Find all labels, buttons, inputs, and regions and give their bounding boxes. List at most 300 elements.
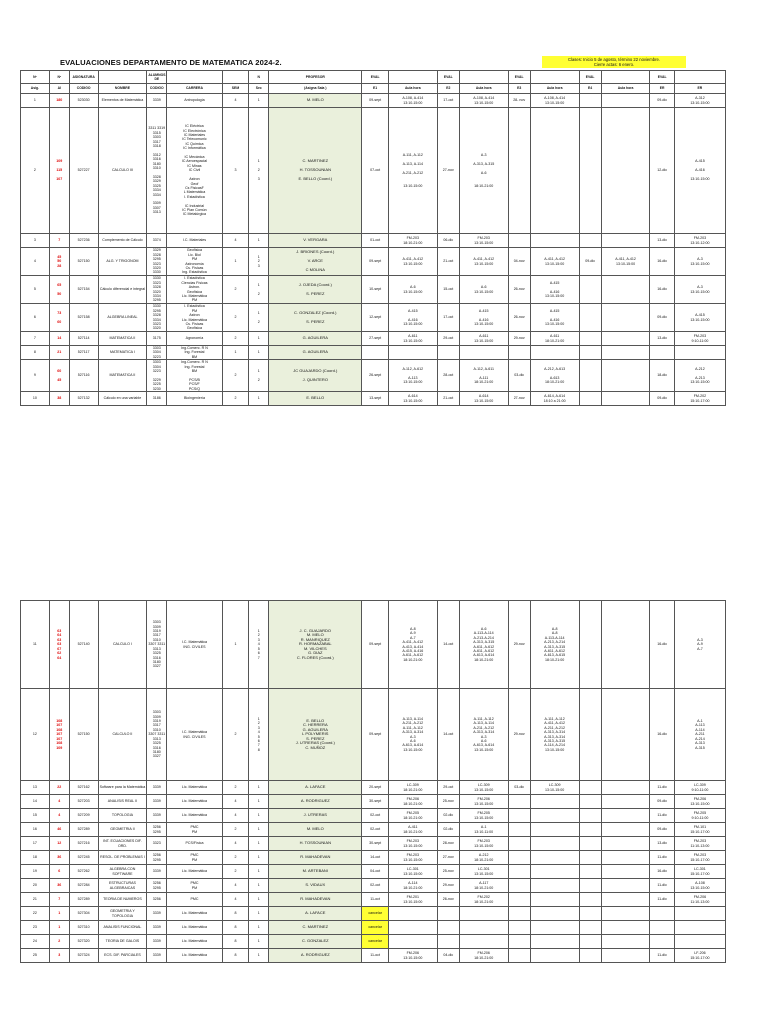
course-code: 527289: [69, 823, 98, 837]
eval4-date: [579, 234, 601, 248]
course-number: 24: [21, 935, 50, 949]
eval3-date: 29-nov: [508, 601, 530, 689]
course-code: 527162: [69, 781, 98, 795]
recovery-date: 09-dic: [650, 94, 674, 108]
eval4-date: [579, 837, 601, 851]
header-cell: E1: [362, 84, 389, 94]
section: 1 2 3: [249, 248, 269, 276]
professor: R. MAHADEVAN: [269, 851, 362, 865]
semester: 4: [222, 837, 249, 851]
semester: 4: [222, 893, 249, 907]
section: 1 2: [249, 360, 269, 392]
eval2-date: 17-oct: [437, 94, 459, 108]
header-cell: [167, 71, 222, 84]
eval1-room: A-411, A-412 13:10-15:00: [388, 248, 437, 276]
recovery-room: LC-301 15:10-17:00: [674, 865, 725, 879]
eval4-date: [579, 795, 601, 809]
student-count: 21: [49, 346, 69, 360]
course-code: 527324: [69, 949, 98, 963]
recovery-room: FM-203 9:10-11:00: [674, 332, 725, 346]
eval3-date: 26-nov: [508, 276, 530, 304]
eval3-room: [530, 907, 579, 921]
professor: E. BELLO: [269, 392, 362, 406]
header-cell: ASIGNATURA: [69, 71, 98, 84]
eval1-room: A-614 13:10-15:00: [388, 392, 437, 406]
header-cell: [530, 71, 579, 84]
career-name: Lic. Matemática: [167, 907, 222, 921]
header-cell: [98, 71, 147, 84]
recovery-room: [674, 921, 725, 935]
eval1-date: 27-sept: [362, 332, 389, 346]
table-row: [21, 248, 726, 276]
eval2-date: [437, 346, 459, 360]
student-count: 7: [49, 893, 69, 907]
career-code: 3339: [147, 809, 167, 823]
recovery-date: 12-dic: [650, 108, 674, 234]
student-count: 1: [49, 921, 69, 935]
career-name: Lic. Matemática: [167, 921, 222, 935]
section: 1: [249, 893, 269, 907]
eval4-date: [579, 276, 601, 304]
eval4-date: [579, 360, 601, 392]
career-code: 3186: [147, 392, 167, 406]
eval2-date: 27-nov: [437, 108, 459, 234]
recovery-date: 16-dic: [650, 276, 674, 304]
eval1-room: [388, 907, 437, 921]
header-cell: EVAL: [437, 71, 459, 84]
career-code: 3330 3323 3328 3320 3334 3295: [147, 276, 167, 304]
professor: J. C. GUAJARDO M. MELO R. MANRIQUEZ R. HORMAZABAL M. VILCHES G. DIAZ C. FLORES (Coord.): [269, 601, 362, 689]
eval1-room: A-611 13:10-15:00: [388, 332, 437, 346]
student-count: 109 115 107: [49, 108, 69, 234]
course-number: 16: [21, 823, 50, 837]
career-code: 3329 3328 3295 3323 3320 3330: [147, 248, 167, 276]
eval2-room: A-6 A-113-A-114 A-213-A-214 A-313, A-315 A-611, A-612 A-611, A-612 A-613, A-614 18:10-21:00: [459, 601, 508, 689]
eval3-date: 27-nov: [508, 392, 530, 406]
eval1-date: 07-oct: [362, 108, 389, 234]
eval2-date: 25-nov: [437, 795, 459, 809]
recovery-date: [650, 935, 674, 949]
eval2-date: 25-nov: [437, 865, 459, 879]
eval1-date: 04-oct: [362, 865, 389, 879]
eval4-room: [601, 935, 650, 949]
professor: A. RODRIGUEZ: [269, 949, 362, 963]
eval1-date: [362, 346, 389, 360]
eval3-date: [508, 851, 530, 865]
eval3-date: [508, 879, 530, 893]
course-name: ANALISIS FUNCIONAL: [98, 921, 147, 935]
recovery-date: 11-dic: [650, 949, 674, 963]
professor: R. MAHADEVAN: [269, 893, 362, 907]
recovery-date: 16-dic: [650, 865, 674, 879]
semester: 2: [222, 689, 249, 781]
career-code: 3339: [147, 781, 167, 795]
course-name: Cálculo diferencial e integral: [98, 276, 147, 304]
note-line: Cierre actas: 6 enero.: [593, 62, 635, 67]
course-number: 19: [21, 865, 50, 879]
section: 1 2 3: [249, 108, 269, 234]
header-cell: [459, 71, 508, 84]
eval4-date: [579, 921, 601, 935]
eval1-room: LC-309 18:10-21:00: [388, 781, 437, 795]
evaluations-table-top: [20, 70, 726, 406]
eval4-room: [601, 851, 650, 865]
recovery-date: 13-dic: [650, 332, 674, 346]
course-code: 527236: [69, 234, 98, 248]
eval4-date: [579, 851, 601, 865]
career-code: 3256 3295: [147, 879, 167, 893]
course-name: MATEMATICA I: [98, 346, 147, 360]
eval1-room: FM-206 13:10-15:00: [388, 949, 437, 963]
recovery-date: 16-dic: [650, 248, 674, 276]
eval4-room: [601, 781, 650, 795]
eval1-date: 02-oct: [362, 809, 389, 823]
course-name: ANALISIS REAL II: [98, 795, 147, 809]
course-number: 4: [21, 248, 50, 276]
eval1-date: 12-sept: [362, 304, 389, 332]
career-name: I. Estadística Ciencias Físicas Astron. Geofísica Lic. Matemática PM: [167, 276, 222, 304]
eval2-room: A-212 18:10-21:00: [459, 851, 508, 865]
eval1-date: 11-oct: [362, 949, 389, 963]
eval4-room: [601, 795, 650, 809]
recovery-date: 11-dic: [650, 781, 674, 795]
student-count: 6: [49, 865, 69, 879]
table-row: [21, 360, 726, 392]
section: 1: [249, 823, 269, 837]
eval3-room: A-212, A-613 A-613 18:10-21:00: [530, 360, 579, 392]
eval1-date: cancelar: [362, 907, 389, 921]
section: 1: [249, 332, 269, 346]
header-cell: EVAL: [579, 71, 601, 84]
career-code: 3303 3309 3319 3317 3310 3307 3311 3313 3325 3316 3180 3327: [147, 689, 167, 781]
eval4-room: [601, 949, 650, 963]
career-name: PMC PM: [167, 823, 222, 837]
table-row: [21, 332, 726, 346]
student-count: 108 107 108 107 107 108 109: [49, 689, 69, 781]
table-row: [21, 601, 726, 689]
recovery-date: [650, 907, 674, 921]
table-row: [21, 837, 726, 851]
course-code: 527216: [69, 837, 98, 851]
eval3-room: [530, 949, 579, 963]
header-cell: ALUMNOS DE: [147, 71, 167, 84]
eval2-room: A-108, A-414 13:10-15:00: [459, 94, 508, 108]
eval3-date: [508, 108, 530, 234]
career-code: 3339: [147, 921, 167, 935]
eval2-date: 29-nov: [437, 879, 459, 893]
course-number: 17: [21, 837, 50, 851]
eval1-room: FM-201 13:10-15:00: [388, 893, 437, 907]
eval2-room: A-415 A-416 13:10-15:00: [459, 304, 508, 332]
recovery-room: A-212 A-213 13:10-15:00: [674, 360, 725, 392]
student-count: 180: [49, 94, 69, 108]
eval4-date: [579, 601, 601, 689]
course-number: 23: [21, 921, 50, 935]
professor: V. VERGARA: [269, 234, 362, 248]
course-number: 3: [21, 234, 50, 248]
career-code: 3323: [147, 837, 167, 851]
section: 1 2 3 4 5 6 7 8: [249, 689, 269, 781]
section: 1: [249, 234, 269, 248]
recovery-room: [674, 935, 725, 949]
career-code: 3256 3295: [147, 851, 167, 865]
eval1-room: A-6 13:10-15:00: [388, 276, 437, 304]
section: 1: [249, 795, 269, 809]
eval2-date: 21-oct: [437, 248, 459, 276]
eval3-room: A-411, A-412 13:10-15:00: [530, 248, 579, 276]
eval4-date: [579, 781, 601, 795]
section: 1: [249, 781, 269, 795]
student-count: 73 60: [49, 304, 69, 332]
header-cell: EVAL: [362, 71, 389, 84]
section: 1: [249, 851, 269, 865]
student-count: 12: [49, 837, 69, 851]
eval4-room: [601, 879, 650, 893]
recovery-room: FM-205 9:10-11:00: [674, 809, 725, 823]
table-row: [21, 276, 726, 304]
eval2-date: 17-oct: [437, 304, 459, 332]
professor: JC GUAJARDO (Coord.) J. QUINTERO: [269, 360, 362, 392]
course-name: ECS. DIF. PARCIALES: [98, 949, 147, 963]
career-name: PCS/Física: [167, 837, 222, 851]
semester: 2: [222, 332, 249, 346]
course-code: 527284: [69, 879, 98, 893]
recovery-date: 11-dic: [650, 809, 674, 823]
recovery-date: 09-dic: [650, 304, 674, 332]
eval4-room: A-411, A-412 13:10-15:00: [601, 248, 650, 276]
course-code: 527262: [69, 865, 98, 879]
eval3-date: [508, 949, 530, 963]
course-code: 527158: [69, 304, 98, 332]
career-code: 3311 3319 3315 3303 3317 3318 3312 3316 3180 3310 3328 3329 3325 3334 3334 3309 3307 3313: [147, 108, 167, 234]
eval1-room: LC-301 13:10-15:00: [388, 865, 437, 879]
career-name: Bioingeniería: [167, 392, 222, 406]
eval3-date: 29-nov: [508, 332, 530, 346]
eval2-room: A-611 13:10-15:00: [459, 332, 508, 346]
eval3-room: [530, 879, 579, 893]
eval1-date: cancelar: [362, 935, 389, 949]
table-row: [21, 823, 726, 837]
semester: 2: [222, 823, 249, 837]
eval2-room: [459, 346, 508, 360]
eval3-room: [530, 795, 579, 809]
course-number: 25: [21, 949, 50, 963]
eval1-date: 30-sept: [362, 795, 389, 809]
recovery-date: 18-dic: [650, 360, 674, 392]
header-cell: Nº: [49, 71, 69, 84]
career-code: 3303 3304 3223 3229 3225 3230: [147, 360, 167, 392]
eval1-room: [388, 921, 437, 935]
course-number: 10: [21, 392, 50, 406]
header-cell: PROFESOR: [269, 71, 362, 84]
career-name: Agronomía: [167, 332, 222, 346]
eval1-room: A-114 18:10-21:00: [388, 879, 437, 893]
recovery-room: FM-203 13:10-12:00: [674, 234, 725, 248]
eval2-room: A-3 A-313, A-315 A-6 18:10-21:00: [459, 108, 508, 234]
recovery-room: FM-101 15:10-17:00: [674, 823, 725, 837]
table-row: [21, 907, 726, 921]
eval2-date: 14-oct: [437, 601, 459, 689]
semester: 8: [222, 921, 249, 935]
eval4-date: [579, 935, 601, 949]
eval2-room: [459, 921, 508, 935]
header-cell: EVAL: [508, 71, 530, 84]
professor: A. LAFACE: [269, 907, 362, 921]
eval4-room: [601, 234, 650, 248]
eval1-room: FM-203 13:10-15:00: [388, 851, 437, 865]
eval1-room: A-415 A-416 13:10-15:00: [388, 304, 437, 332]
course-code: 523030: [69, 94, 98, 108]
course-name: GEOMETRIA II: [98, 823, 147, 837]
recovery-room: A-3 13:10-15:00: [674, 276, 725, 304]
course-number: 22: [21, 907, 50, 921]
eval4-room: [601, 392, 650, 406]
eval4-room: [601, 907, 650, 921]
header-cell: ER: [650, 84, 674, 94]
section: 1 2: [249, 304, 269, 332]
eval1-room: A-108, A-414 13:10-15:00: [388, 94, 437, 108]
eval3-room: [530, 851, 579, 865]
professor: G. AGUILERA: [269, 332, 362, 346]
eval3-date: [508, 935, 530, 949]
student-count: 60 45: [49, 360, 69, 392]
career-name: Lic. Matemática: [167, 795, 222, 809]
eval2-date: [437, 921, 459, 935]
career-name: Lic. Matemática: [167, 949, 222, 963]
eval3-room: [530, 893, 579, 907]
eval4-room: [601, 809, 650, 823]
eval4-date: [579, 879, 601, 893]
eval3-room: A-415 A-416 13:10-15:00: [530, 304, 579, 332]
eval2-date: 02-dic: [437, 823, 459, 837]
course-number: 6: [21, 304, 50, 332]
recovery-date: 09-dic: [650, 392, 674, 406]
career-code: 3339: [147, 94, 167, 108]
recovery-date: [650, 346, 674, 360]
student-count: 3: [49, 949, 69, 963]
eval2-room: A-117 18:10-21:00: [459, 879, 508, 893]
eval1-date: 11-oct: [362, 893, 389, 907]
header-cell: Aula hora: [459, 84, 508, 94]
table-row: [21, 795, 726, 809]
header-cell: (Asigna Sala ): [269, 84, 362, 94]
course-number: 20: [21, 879, 50, 893]
eval4-room: [601, 601, 650, 689]
header-cell: Sec: [249, 84, 269, 94]
schedule-note: [542, 56, 686, 68]
eval1-room: A-8 A-9 A-7 A-411, A-412 A-413, A-414 A-415, A-416 A-611, A-612 18:10-21:00: [388, 601, 437, 689]
header-cell: N: [249, 71, 269, 84]
eval2-date: 26-nov: [437, 893, 459, 907]
eval4-room: [601, 893, 650, 907]
recovery-room: A-415 13:10-15:00: [674, 304, 725, 332]
eval2-room: A-411, A-412 13:10-15:00: [459, 248, 508, 276]
recovery-date: 11-dic: [650, 851, 674, 865]
eval3-date: [508, 865, 530, 879]
recovery-room: A-415 A-416 13:10-15:00: [674, 108, 725, 234]
course-name: TEORIA DE NUMEROS: [98, 893, 147, 907]
course-number: 2: [21, 108, 50, 234]
career-name: PMC PM: [167, 879, 222, 893]
student-count: 4: [49, 809, 69, 823]
eval1-date: 14-oct: [362, 851, 389, 865]
eval4-room: [601, 94, 650, 108]
course-code: 527203: [69, 795, 98, 809]
eval1-room: FM-203 13:10-15:00: [388, 837, 437, 851]
eval3-room: [530, 346, 579, 360]
recovery-room: A-108 13:10-15:00: [674, 879, 725, 893]
header-cell: E4: [579, 84, 601, 94]
eval3-room: A-111, A-112 A-411, A-412 A-211, A-212 A-313, A-314 A-313, A-314 A-313, A-315 A-114, A-214 13:10-15:00: [530, 689, 579, 781]
course-code: 527140: [69, 601, 98, 689]
course-name: CALCULO I: [98, 601, 147, 689]
career-code: 3256: [147, 893, 167, 907]
career-code: 3175: [147, 332, 167, 346]
recovery-room: FM-206 13:10-15:00: [674, 795, 725, 809]
eval3-date: [508, 837, 530, 851]
eval3-room: [530, 108, 579, 234]
course-code: 527150: [69, 689, 98, 781]
course-number: 21: [21, 893, 50, 907]
career-code: 3303 3304 3223: [147, 346, 167, 360]
table-row: [21, 921, 726, 935]
eval2-room: A-1 13:10-11:00: [459, 823, 508, 837]
eval3-room: [530, 837, 579, 851]
professor: C. MARTINEZ: [269, 921, 362, 935]
eval2-date: 21-oct: [437, 392, 459, 406]
note-line: Clases: Inicio 5 de agosto, término 22 noviembre.: [568, 57, 660, 62]
student-count: 2: [49, 935, 69, 949]
recovery-date: 13-dic: [650, 234, 674, 248]
eval2-room: A-111, A-112 A-113, A-114 A-211, A-212 A-313, A-314 A-3 A-6 A-613, A-614 13:10-15:00: [459, 689, 508, 781]
recovery-room: FM-206 11:10-13:00: [674, 893, 725, 907]
course-code: 527245: [69, 851, 98, 865]
career-name: Lic. Matemática: [167, 935, 222, 949]
student-count: 36: [49, 879, 69, 893]
section: 1: [249, 809, 269, 823]
semester: 8: [222, 949, 249, 963]
recovery-room: FM-202 15:10-17:00: [674, 392, 725, 406]
eval4-room: [601, 304, 650, 332]
table-row: [21, 94, 726, 108]
semester: 3: [222, 108, 249, 234]
eval4-date: 09-dic: [579, 248, 601, 276]
professor: J. OJEDA (Coord.) S. PEREZ: [269, 276, 362, 304]
eval4-date: [579, 809, 601, 823]
career-code: 3256 3295: [147, 823, 167, 837]
eval4-room: [601, 689, 650, 781]
eval4-date: [579, 346, 601, 360]
table-row: [21, 689, 726, 781]
eval4-date: [579, 949, 601, 963]
table-row: [21, 865, 726, 879]
header-cell: Al: [49, 84, 69, 94]
header-cell: Aula hora: [388, 84, 437, 94]
eval4-room: [601, 108, 650, 234]
recovery-room: [674, 907, 725, 921]
eval3-date: [508, 893, 530, 907]
eval3-room: [530, 935, 579, 949]
career-name: I.C. Materiales: [167, 234, 222, 248]
career-name: Lic. Matemática: [167, 781, 222, 795]
eval1-date: 09-sept: [362, 601, 389, 689]
eval2-room: FM-202 18:10-21:00: [459, 893, 508, 907]
recovery-room: [674, 346, 725, 360]
professor: C. GONZALEZ (Coord.) S. PEREZ: [269, 304, 362, 332]
semester: 4: [222, 795, 249, 809]
career-code: 3339: [147, 795, 167, 809]
eval4-room: [601, 865, 650, 879]
